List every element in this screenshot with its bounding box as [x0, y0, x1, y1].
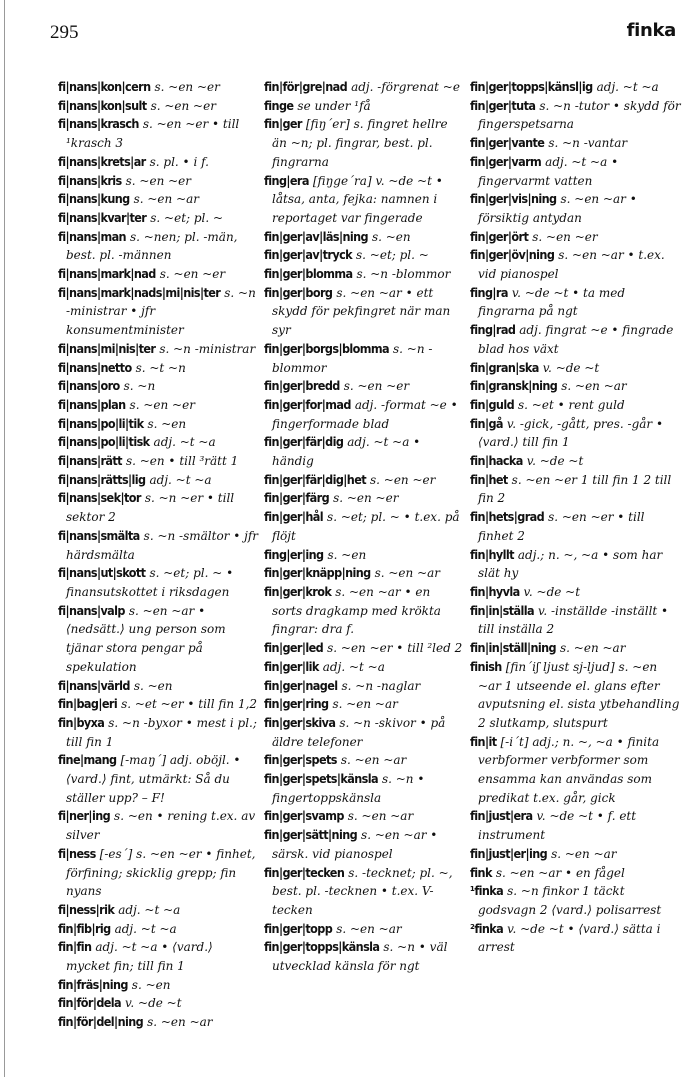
entry-definition: s. ~en • till ³rätt 1: [125, 454, 239, 469]
entry-definition: s. ~en ~ar • t.ex. vid pianospel: [478, 248, 665, 282]
entry-definition: s. ~en: [133, 678, 173, 693]
entry-definition: s. ~en ~er: [343, 379, 410, 394]
dictionary-entry: [470, 190, 682, 227]
dictionary-entry: [470, 377, 682, 396]
dictionary-entry: [470, 284, 682, 321]
entry-headword: fin|ger|varm: [470, 153, 542, 169]
dictionary-entry: [264, 78, 464, 97]
column-2: [264, 78, 464, 976]
dictionary-entry: [470, 733, 682, 808]
entry-definition: s. ~en ~er: [125, 173, 192, 188]
entry-definition: s. ~en: [131, 977, 171, 992]
entry-definition: s. ~et ~er • till fin 1,2: [121, 697, 258, 712]
dictionary-entry: [264, 471, 464, 490]
dictionary-entry: [264, 583, 464, 639]
entry-headword: fin|ger|svamp: [264, 808, 344, 824]
entry-definition: s. ~n ~er • till sektor 2: [66, 491, 235, 525]
entry-headword: fin|gran|ska: [470, 359, 539, 375]
entry-headword: fing|er|ing: [264, 546, 324, 562]
entry-definition: s. ~et; pl. ~: [356, 248, 429, 263]
dictionary-entry: [58, 695, 258, 714]
dictionary-entry: [470, 321, 682, 358]
entry-headword: fin|ger|tecken: [264, 864, 345, 880]
entry-definition: s. ~et; pl. ~: [150, 210, 224, 225]
entry-headword: finish: [470, 658, 502, 674]
entry-headword: fi|nans|krasch: [58, 116, 139, 132]
entry-headword: fin|ger|tuta: [470, 97, 536, 113]
entry-definition: s. ~en ~er 1 till fin 1 2 till fin 2: [478, 472, 672, 506]
page-number: 295: [50, 22, 79, 43]
entry-headword: fin|ger|bredd: [264, 378, 340, 394]
dictionary-entry: [264, 284, 464, 340]
entry-definition: adj. ~t ~a • händig: [272, 435, 421, 469]
entry-headword: fi|nans|mi|nis|ter: [58, 340, 156, 356]
entry-definition: s. ~et; pl. ~ • t.ex. på flöjt: [272, 510, 460, 543]
entry-definition: adj. -förgrenat ~e: [351, 80, 460, 94]
entry-definition: adj. ~t ~a • fingervarmt vatten: [478, 154, 619, 188]
entry-headword: fin|ger|led: [264, 640, 324, 656]
entry-headword: fi|nans|smälta: [58, 527, 140, 543]
entry-definition: v. ~de ~t: [523, 584, 581, 599]
dictionary-entry: [470, 602, 682, 639]
dictionary-entry: [58, 976, 258, 995]
entry-headword: fin|ger|topps|känsla: [264, 939, 380, 955]
entry-headword: fi|nans|oro: [58, 378, 120, 394]
dictionary-entry: [58, 172, 258, 191]
dictionary-entry: [58, 845, 258, 901]
dictionary-entry: [264, 938, 464, 975]
entry-headword: fi|nans|man: [58, 228, 126, 244]
entry-definition: s. ~en • rening t.ex. av silver: [66, 809, 256, 843]
dictionary-entry: [58, 677, 258, 696]
entry-definition: s. ~et; pl. ~ • finansutskottet i riksdagen: [66, 566, 234, 599]
entry-headword: fi|nans|rätts|lig: [58, 471, 146, 487]
entry-definition: adj. fingrat ~e • fingrade blad hos växt: [478, 323, 674, 356]
entry-definition: s. ~en: [327, 547, 367, 562]
entry-headword: fink: [470, 864, 492, 880]
entry-headword: fin|just|er|ing: [470, 845, 548, 861]
entry-headword: fing|era: [264, 172, 309, 188]
dictionary-entry: [58, 377, 258, 396]
column-3: [470, 78, 682, 957]
entry-headword: fin|guld: [470, 396, 515, 412]
entry-definition: s. ~n -ministrar: [159, 341, 256, 356]
entry-definition: [-maŋ´] adj. oböjl. • ⟨vard.⟩ fint, utmärkt: Så du ställer upp? – F!: [66, 753, 241, 805]
dictionary-entry: [470, 452, 682, 471]
dictionary-entry: [264, 340, 464, 377]
entry-headword: fi|nans|po|li|tisk: [58, 434, 150, 450]
entry-definition: s. ~n -blommor: [356, 267, 451, 282]
entry-definition: adj. ~t ~a: [118, 902, 181, 917]
entry-headword: fin|för|dela: [58, 995, 122, 1011]
entry-headword: fin|ger|av|läs|ning: [264, 228, 368, 244]
dictionary-entry: [470, 508, 682, 545]
dictionary-entry: [58, 265, 258, 284]
entry-headword: fin|ger|krok: [264, 583, 332, 599]
entry-headword: fin|ger|blomma: [264, 266, 353, 282]
entry-headword: fi|ness|rik: [58, 901, 115, 917]
entry-definition: s. ~en ~er: [369, 472, 436, 487]
entry-definition: s. ~en ~ar: [332, 697, 398, 712]
entry-definition: adj. ~t ~a: [114, 921, 177, 936]
dictionary-entry: [58, 228, 258, 265]
entry-definition: s. ~en ~er: [159, 267, 226, 282]
entry-headword: fin|ger|ört: [470, 228, 529, 244]
entry-headword: fin|hets|grad: [470, 509, 545, 525]
entry-headword: ¹finka: [470, 883, 504, 899]
entry-definition: [-es´] s. ~en ~er • finhet, förfining; skicklig grepp; fin nyans: [66, 846, 256, 899]
entry-headword: fi|ner|ing: [58, 808, 111, 824]
entry-definition: v. ~de ~t: [542, 360, 600, 375]
dictionary-entry: [264, 115, 464, 171]
entry-definition: s. ~t ~n: [135, 360, 186, 375]
dictionary-entry: [470, 864, 682, 883]
dictionary-entry: [264, 677, 464, 696]
entry-definition: s. -tecknet; pl. ~, best. pl. -tecknen • t.ex. V-tecken: [272, 865, 453, 917]
entry-headword: fin|ger|lik: [264, 658, 319, 674]
entry-headword: fi|nans|krets|ar: [58, 153, 146, 169]
dictionary-entry: [470, 471, 682, 508]
entry-definition: s. ~n • fingertoppskänsla: [272, 772, 425, 805]
dictionary-entry: [264, 695, 464, 714]
entry-headword: fi|nans|sek|tor: [58, 490, 141, 506]
entry-definition: s. ~en ~er: [333, 491, 399, 506]
entry-definition: [fin´iʃ ljust sj-ljud] s. ~en ~ar 1 utseende el. glans efter avputsning el. sista ytbehandling 2 slutkamp, slutspurt: [478, 659, 680, 730]
entry-definition: adj. ~t ~a • ⟨vard.⟩ mycket fin; till fin 1: [66, 940, 213, 974]
entry-definition: s. ~en ~ar: [560, 641, 626, 656]
entry-headword: fi|nans|rätt: [58, 453, 122, 469]
entry-headword: fin|ger|skiva: [264, 714, 336, 730]
entry-definition: s. ~n -byxor • mest i pl.; till fin 1: [66, 715, 257, 749]
entry-definition: s. ~en ~ar: [147, 1015, 213, 1030]
entry-headword: fin|ger|knäpp|ning: [264, 565, 371, 581]
entry-headword: fi|nans|kon|sult: [58, 97, 147, 113]
dictionary-entry: [470, 97, 682, 134]
dictionary-entry: [470, 920, 682, 957]
entry-headword: fin|ger|fär|dig|het: [264, 471, 366, 487]
entry-headword: fin|fib|rig: [58, 920, 111, 936]
entry-headword: fi|nans|ut|skott: [58, 565, 146, 581]
entry-definition: s. ~en ~ar: [133, 192, 200, 207]
entry-headword: fin|hacka: [470, 453, 523, 469]
dictionary-entry: [58, 564, 258, 601]
entry-headword: fi|nans|kon|cern: [58, 79, 151, 94]
entry-definition: adj.; n. ~, ~a • som har slät hy: [478, 547, 663, 581]
dictionary-entry: [264, 546, 464, 565]
dictionary-entry: [264, 714, 464, 751]
dictionary-entry: [58, 284, 258, 340]
entry-headword: fin|ger|spets|känsla: [264, 771, 378, 787]
dictionary-entry: [470, 134, 682, 153]
dictionary-entry: [264, 377, 464, 396]
entry-definition: s. ~en ~ar: [551, 846, 617, 861]
entry-headword: fin|ger|nagel: [264, 677, 338, 693]
entry-definition: s. ~n -blommor: [272, 341, 433, 375]
entry-headword: fin|just|era: [470, 808, 533, 824]
dictionary-entry: [58, 994, 258, 1013]
entry-definition: s. ~en ~ar: [340, 753, 407, 768]
entry-definition: s. ~en ~er: [532, 229, 598, 244]
entry-headword: fi|nans|värld: [58, 677, 130, 693]
entry-definition: s. ~en ~er: [129, 397, 195, 412]
entry-headword: fin|in|ställ|ning: [470, 640, 557, 656]
dictionary-entry: [470, 359, 682, 378]
entry-headword: fi|nans|mark|nad: [58, 266, 156, 282]
entry-definition: s. ~n • väl utvecklad känsla för ngt: [272, 940, 448, 974]
entry-definition: s. ~en ~ar: [336, 921, 402, 936]
entry-headword: fin|ger|vis|ning: [470, 191, 557, 207]
entry-headword: fi|nans|mark|nads|mi|nis|ter: [58, 284, 221, 300]
dictionary-entry: [264, 807, 464, 826]
entry-definition: se under ¹få: [297, 98, 371, 113]
entry-definition: s. ~en ~er: [154, 80, 220, 94]
entry-definition: [fiŋge´ra] v. ~de ~t • låtsa, anta, fejka: namnen i reportaget var fingerade: [272, 173, 443, 225]
entry-headword: fi|nans|netto: [58, 359, 132, 375]
entry-definition: adj. -format ~e • fingerformade blad: [272, 397, 458, 431]
entry-definition: s. ~et • rent guld: [518, 397, 625, 412]
dictionary-entry: [470, 246, 682, 283]
entry-definition: s. ~en: [371, 229, 411, 244]
dictionary-entry: [58, 938, 258, 975]
entry-definition: s. ~en ~ar • en sorts dragkamp med krökta fingrar: dra f.: [272, 584, 441, 637]
entry-definition: s. ~en ~ar • en fågel: [495, 865, 625, 880]
entry-headword: fin|ger|topps|känsl|ig: [470, 79, 593, 94]
dictionary-entry: [264, 920, 464, 939]
entry-headword: fin|ger|ring: [264, 696, 329, 712]
entry-headword: fin|byxa: [58, 714, 105, 730]
dictionary-entry: [58, 415, 258, 434]
dictionary-entry: [58, 359, 258, 378]
dictionary-entry: [58, 901, 258, 920]
dictionary-entry: [470, 546, 682, 583]
dictionary-entry: [264, 564, 464, 583]
entry-headword: fin|ger: [264, 116, 302, 132]
dictionary-entry: [58, 807, 258, 844]
entry-definition: v. ~de ~t • f. ett instrument: [478, 809, 637, 843]
entry-headword: fing|rad: [470, 322, 516, 338]
entry-definition: s. ~en ~ar: [374, 566, 441, 581]
dictionary-entry: [470, 78, 682, 97]
entry-definition: s. pl. • i f.: [149, 154, 209, 169]
dictionary-entry: [264, 265, 464, 284]
page-edge-rule: [4, 0, 5, 1077]
entry-definition: adj. ~t ~a: [153, 435, 216, 450]
entry-definition: s. ~n -ministrar • jfr konsumentminister: [66, 285, 256, 338]
dictionary-entry: [470, 153, 682, 190]
entry-definition: v. ~de ~t • ta med fingrarna på ngt: [478, 285, 626, 319]
dictionary-entry: [470, 583, 682, 602]
entry-headword: fi|nans|kris: [58, 172, 122, 188]
entry-headword: fing|ra: [470, 284, 508, 300]
entry-headword: fin|för|del|ning: [58, 1014, 144, 1030]
entry-definition: s. ~en ~ar • ett skydd för pekfingret när man syr: [272, 285, 451, 338]
dictionary-entry: [470, 658, 682, 733]
dictionary-entry: [264, 751, 464, 770]
entry-definition: s. ~en ~er • till finhet 2: [478, 510, 645, 543]
entry-definition: s. ~en ~ar • försiktig antydan: [478, 192, 637, 225]
dictionary-entry: [264, 172, 464, 228]
entry-headword: fin|ger|öv|ning: [470, 247, 555, 263]
entry-headword: fin|gransk|ning: [470, 378, 558, 394]
entry-definition: s. ~en ~ar • särsk. vid pianospel: [272, 828, 438, 861]
dictionary-entry: [264, 658, 464, 677]
entry-headword: fin|ger|borg: [264, 284, 333, 300]
entry-headword: fin|fin: [58, 939, 92, 955]
entry-definition: s. ~en: [147, 416, 187, 431]
entry-headword: fin|för|gre|nad: [264, 79, 348, 94]
entry-definition: adj. ~t ~a: [322, 659, 385, 674]
entry-definition: s. ~n finkor 1 täckt godsvagn 2 ⟨vard.⟩ polisarrest: [478, 884, 662, 917]
entry-definition: s. ~n -smältor • jfr härdsmälta: [66, 528, 259, 562]
entry-headword: fin|ger|spets: [264, 752, 337, 768]
dictionary-entry: [58, 751, 258, 807]
dictionary-entry: [264, 826, 464, 863]
entry-headword: fin|hyvla: [470, 583, 520, 599]
entry-headword: fin|ger|topp: [264, 920, 333, 936]
dictionary-entry: [470, 882, 682, 919]
entry-definition: s. ~en ~er: [150, 98, 216, 113]
dictionary-entry: [470, 845, 682, 864]
entry-definition: s. ~nen; pl. -män, best. pl. -männen: [66, 229, 238, 263]
entry-headword: fin|fräs|ning: [58, 976, 128, 992]
entry-definition: v. -inställde -inställt • till inställa 2: [478, 603, 669, 637]
entry-definition: adj. ~t ~a: [596, 80, 659, 94]
dictionary-entry: [58, 452, 258, 471]
entry-definition: s. ~n -vantar: [548, 136, 628, 151]
dictionary-entry: [470, 396, 682, 415]
entry-definition: v. -gick, -gått, pres. -går • ⟨vard.⟩ till fin 1: [478, 416, 664, 450]
dictionary-entry: [58, 920, 258, 939]
entry-headword: fin|ger|färg: [264, 490, 330, 506]
entry-definition: s. ~en ~ar: [347, 809, 414, 824]
entry-headword: fin|ger|fär|dig: [264, 434, 344, 450]
entry-headword: ²finka: [470, 920, 504, 936]
entry-headword: fin|ger|sätt|ning: [264, 827, 358, 843]
entry-headword: fin|it: [470, 733, 497, 749]
dictionary-entry: [470, 807, 682, 844]
dictionary-entry: [58, 714, 258, 751]
entry-headword: fi|nans|valp: [58, 602, 125, 618]
entry-definition: s. ~en ~er • till ¹krasch 3: [66, 117, 240, 151]
entry-headword: fin|ger|vante: [470, 135, 545, 151]
entry-headword: fi|nans|kvar|ter: [58, 209, 147, 225]
dictionary-entry: [58, 153, 258, 172]
entry-definition: [fiŋ´er] s. fingret hellre än ~n; pl. fingrar, best. pl. fingrarna: [272, 117, 448, 169]
entry-definition: s. ~n -skivor • på äldre telefoner: [272, 715, 446, 749]
entry-headword: finge: [264, 97, 294, 113]
entry-definition: v. ~de ~t: [125, 996, 182, 1011]
dictionary-entry: [58, 433, 258, 452]
dictionary-entry: [264, 246, 464, 265]
entry-headword: fin|in|ställa: [470, 602, 534, 618]
entry-headword: fi|nans|kung: [58, 191, 130, 207]
dictionary-entry: [58, 602, 258, 677]
entry-definition: s. ~n -naglar: [341, 678, 421, 693]
entry-definition: v. ~de ~t: [526, 454, 584, 469]
dictionary-entry: [58, 471, 258, 490]
entry-definition: v. ~de ~t • ⟨vard.⟩ sätta i arrest: [478, 921, 661, 955]
dictionary-entry: [58, 115, 258, 152]
dictionary-entry: [264, 864, 464, 920]
entry-headword: fin|ger|for|mad: [264, 396, 351, 412]
dictionary-entry: [264, 770, 464, 807]
dictionary-entry: [58, 78, 258, 97]
dictionary-entry: [58, 1013, 258, 1032]
entry-headword: fin|ger|hål: [264, 509, 324, 525]
guide-word: finka: [626, 20, 676, 41]
dictionary-entry: [58, 527, 258, 564]
dictionary-entry: [58, 396, 258, 415]
dictionary-entry: [470, 228, 682, 247]
dictionary-entry: [58, 340, 258, 359]
entry-headword: fi|nans|po|li|tik: [58, 415, 144, 431]
entry-definition: s. ~en ~ar • ⟨nedsätt.⟩ ung person som tjänar stora pengar på spekulation: [66, 603, 226, 674]
dictionary-entry: [264, 508, 464, 545]
dictionary-entry: [58, 489, 258, 526]
entry-definition: s. ~n -tutor • skydd för fingerspetsarna: [478, 98, 681, 132]
entry-definition: adj. ~t ~a: [149, 472, 212, 487]
entry-headword: fi|ness: [58, 845, 96, 861]
dictionary-entry: [264, 396, 464, 433]
entry-headword: fin|ger|borgs|blomma: [264, 340, 390, 356]
dictionary-entry: [264, 433, 464, 470]
entry-headword: fin|hyllt: [470, 546, 514, 562]
entry-definition: s. ~en ~er • till ²led 2: [327, 641, 463, 656]
dictionary-entry: [264, 639, 464, 658]
entry-headword: fin|ger|av|tryck: [264, 247, 353, 263]
dictionary-entry: [470, 639, 682, 658]
dictionary-entry: [58, 97, 258, 116]
dictionary-entry: [58, 209, 258, 228]
entry-headword: fine|mang: [58, 752, 117, 768]
dictionary-entry: [264, 228, 464, 247]
entry-definition: [-i´t] adj.; n. ~, ~a • finita verbformer verbformer som ensamma kan användas som predikat t.ex. går, gick: [478, 734, 660, 805]
dictionary-entry: [264, 97, 464, 116]
dictionary-entry: [470, 415, 682, 452]
dictionary-entry: [58, 190, 258, 209]
entry-headword: fin|gå: [470, 415, 503, 431]
column-1: [58, 78, 258, 1032]
entry-headword: fin|bag|eri: [58, 696, 118, 712]
dictionary-entry: [264, 489, 464, 508]
entry-definition: s. ~n: [123, 379, 156, 394]
entry-definition: s. ~en ~ar: [561, 379, 627, 394]
entry-headword: fin|het: [470, 471, 508, 487]
entry-headword: fi|nans|plan: [58, 396, 126, 412]
